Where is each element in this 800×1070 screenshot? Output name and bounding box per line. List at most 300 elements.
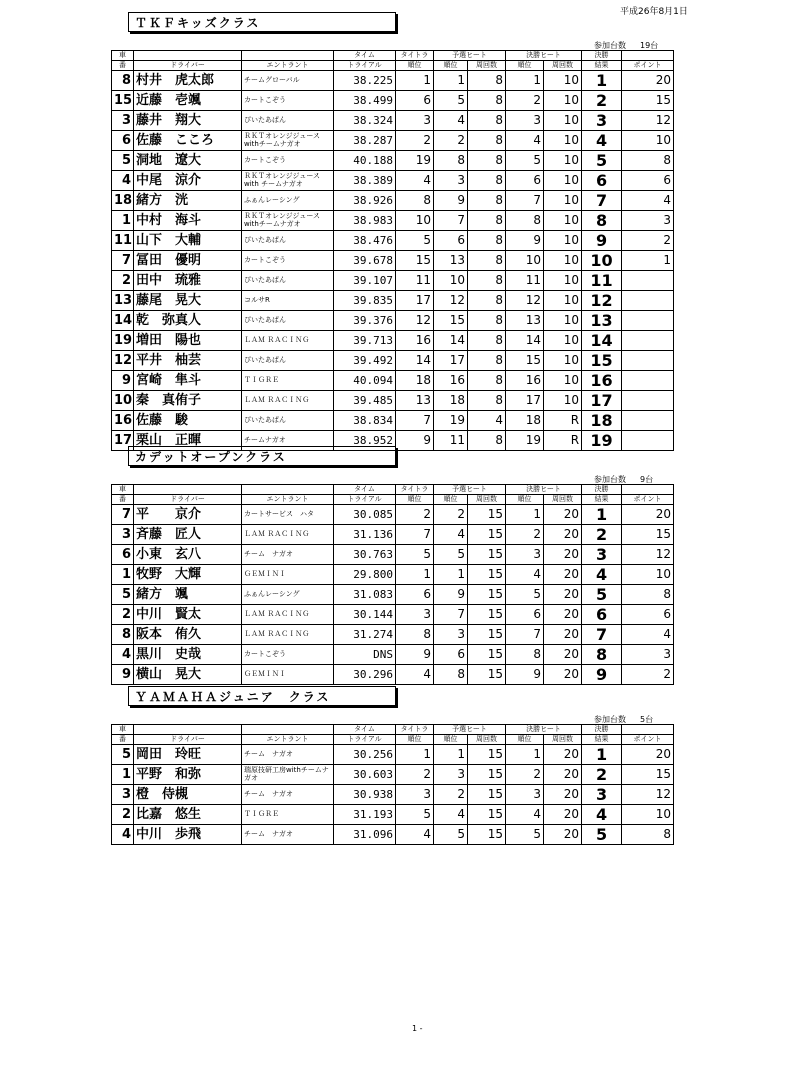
title-rank: 5 bbox=[396, 545, 434, 565]
points bbox=[622, 271, 674, 291]
entrant bbox=[242, 745, 334, 765]
time-trial: 38.983 bbox=[334, 211, 396, 231]
entrant bbox=[242, 371, 334, 391]
header-time-trial-2: トライアル bbox=[334, 61, 396, 71]
time-trial: 38.476 bbox=[334, 231, 396, 251]
car-number: 5 bbox=[112, 585, 134, 605]
header-title-rank: タイトラ bbox=[396, 485, 434, 495]
final-rank: 1 bbox=[506, 745, 544, 765]
final-rank: 5 bbox=[506, 151, 544, 171]
entrant-name: チーム ナガオ bbox=[244, 750, 293, 758]
driver-name: 村井 虎太郎 bbox=[134, 71, 242, 91]
header-prelim-laps: 周回数 bbox=[468, 495, 506, 505]
table-row bbox=[112, 171, 674, 191]
driver-name: 平 京介 bbox=[134, 505, 242, 525]
car-number: 9 bbox=[112, 665, 134, 685]
title-rank: 2 bbox=[396, 765, 434, 785]
entrant-name: ＬＡＭ ＲＡＣＩＮＧ bbox=[244, 630, 310, 638]
final-laps: 20 bbox=[544, 665, 582, 685]
table-row bbox=[112, 271, 674, 291]
time-trial: 38.952 bbox=[334, 431, 396, 451]
car-number: 12 bbox=[112, 351, 134, 371]
car-number: 8 bbox=[112, 625, 134, 645]
points: 8 bbox=[622, 151, 674, 171]
prelim-laps: 8 bbox=[468, 351, 506, 371]
prelim-rank: 18 bbox=[434, 391, 468, 411]
final-rank: 4 bbox=[506, 805, 544, 825]
time-trial: 30.938 bbox=[334, 785, 396, 805]
title-rank: 1 bbox=[396, 745, 434, 765]
points: 10 bbox=[622, 565, 674, 585]
participant-count-value: 9台 bbox=[640, 475, 654, 484]
table-row bbox=[112, 785, 674, 805]
title-rank: 5 bbox=[396, 231, 434, 251]
entrant-name: チーム ナガオ bbox=[244, 550, 293, 558]
entrant bbox=[242, 545, 334, 565]
prelim-laps: 8 bbox=[468, 191, 506, 211]
entrant-name: ふぁんレーシング bbox=[244, 196, 300, 204]
header-title-rank: タイトラ bbox=[396, 725, 434, 735]
results-table bbox=[111, 484, 674, 685]
title-rank: 7 bbox=[396, 525, 434, 545]
title-rank: 14 bbox=[396, 351, 434, 371]
prelim-laps: 8 bbox=[468, 311, 506, 331]
final-result: 4 bbox=[582, 565, 622, 585]
prelim-rank: 9 bbox=[434, 191, 468, 211]
driver-name: 栗山 正暉 bbox=[134, 431, 242, 451]
title-rank: 10 bbox=[396, 211, 434, 231]
final-rank: 12 bbox=[506, 291, 544, 311]
points: 10 bbox=[622, 805, 674, 825]
entrant bbox=[242, 191, 334, 211]
final-rank: 6 bbox=[506, 171, 544, 191]
car-number: 18 bbox=[112, 191, 134, 211]
car-number: 3 bbox=[112, 525, 134, 545]
driver-name: 冨田 優明 bbox=[134, 251, 242, 271]
final-result: 11 bbox=[582, 271, 622, 291]
final-rank: 8 bbox=[506, 211, 544, 231]
final-rank: 2 bbox=[506, 525, 544, 545]
header-prelim-rank: 順位 bbox=[434, 61, 468, 71]
driver-name: 斉藤 匠人 bbox=[134, 525, 242, 545]
time-trial: 39.492 bbox=[334, 351, 396, 371]
points bbox=[622, 311, 674, 331]
points: 20 bbox=[622, 745, 674, 765]
table-row bbox=[112, 91, 674, 111]
header-time-trial-2: トライアル bbox=[334, 495, 396, 505]
header-prelim-laps: 周回数 bbox=[468, 735, 506, 745]
entrant-name: ＬＡＭ ＲＡＣＩＮＧ bbox=[244, 530, 310, 538]
final-result: 8 bbox=[582, 211, 622, 231]
final-rank: 2 bbox=[506, 765, 544, 785]
car-number: 1 bbox=[112, 565, 134, 585]
title-rank: 1 bbox=[396, 71, 434, 91]
header-title-rank-2: 順位 bbox=[396, 61, 434, 71]
table-row bbox=[112, 665, 674, 685]
entrant-name: ＬＡＭ ＲＡＣＩＮＧ bbox=[244, 396, 310, 404]
prelim-rank: 7 bbox=[434, 605, 468, 625]
prelim-rank: 8 bbox=[434, 665, 468, 685]
table-row bbox=[112, 525, 674, 545]
header-points bbox=[622, 725, 674, 735]
entrant bbox=[242, 565, 334, 585]
time-trial: 39.107 bbox=[334, 271, 396, 291]
points: 6 bbox=[622, 171, 674, 191]
prelim-rank: 2 bbox=[434, 131, 468, 151]
car-number: 2 bbox=[112, 605, 134, 625]
final-rank: 3 bbox=[506, 111, 544, 131]
title-rank: 2 bbox=[396, 505, 434, 525]
final-rank: 15 bbox=[506, 351, 544, 371]
final-laps: 20 bbox=[544, 785, 582, 805]
time-trial: 39.485 bbox=[334, 391, 396, 411]
final-result: 7 bbox=[582, 191, 622, 211]
car-number: 19 bbox=[112, 331, 134, 351]
points bbox=[622, 371, 674, 391]
car-number: 4 bbox=[112, 825, 134, 845]
prelim-laps: 15 bbox=[468, 825, 506, 845]
entrant bbox=[242, 411, 334, 431]
final-laps: 10 bbox=[544, 171, 582, 191]
driver-name: 橙 侍槻 bbox=[134, 785, 242, 805]
time-trial: 38.389 bbox=[334, 171, 396, 191]
final-rank: 2 bbox=[506, 91, 544, 111]
final-result: 5 bbox=[582, 585, 622, 605]
entrant-name: チームナガオ bbox=[244, 436, 286, 444]
points: 1 bbox=[622, 251, 674, 271]
final-laps: 10 bbox=[544, 131, 582, 151]
title-rank: 16 bbox=[396, 331, 434, 351]
header-title-rank-2: 順位 bbox=[396, 735, 434, 745]
header-car-no-2: 番 bbox=[112, 61, 134, 71]
entrant-name: ぴいたあぱん bbox=[244, 276, 286, 284]
time-trial: 31.274 bbox=[334, 625, 396, 645]
header-final-laps: 周回数 bbox=[544, 495, 582, 505]
points: 20 bbox=[622, 71, 674, 91]
prelim-rank: 5 bbox=[434, 91, 468, 111]
header-final-result-2: 結果 bbox=[582, 735, 622, 745]
entrant-name: カートサービス ハタ bbox=[244, 510, 314, 518]
final-rank: 9 bbox=[506, 231, 544, 251]
prelim-rank: 4 bbox=[434, 111, 468, 131]
time-trial: 38.926 bbox=[334, 191, 396, 211]
prelim-rank: 4 bbox=[434, 525, 468, 545]
header-title-rank: タイトラ bbox=[396, 51, 434, 61]
time-trial: 30.603 bbox=[334, 765, 396, 785]
final-laps: 20 bbox=[544, 745, 582, 765]
results-table bbox=[111, 724, 674, 845]
final-rank: 17 bbox=[506, 391, 544, 411]
final-result: 12 bbox=[582, 291, 622, 311]
final-rank: 1 bbox=[506, 71, 544, 91]
prelim-laps: 8 bbox=[468, 251, 506, 271]
table-row bbox=[112, 71, 674, 91]
final-result: 4 bbox=[582, 131, 622, 151]
prelim-rank: 11 bbox=[434, 431, 468, 451]
prelim-laps: 8 bbox=[468, 431, 506, 451]
driver-name: 横山 晃大 bbox=[134, 665, 242, 685]
final-laps: 10 bbox=[544, 271, 582, 291]
prelim-laps: 8 bbox=[468, 291, 506, 311]
prelim-laps: 8 bbox=[468, 271, 506, 291]
final-result: 2 bbox=[582, 765, 622, 785]
final-laps: R bbox=[544, 431, 582, 451]
header-car-no-2: 番 bbox=[112, 735, 134, 745]
entrant bbox=[242, 171, 334, 191]
car-number: 15 bbox=[112, 91, 134, 111]
entrant-name: ＬＡＭ ＲＡＣＩＮＧ bbox=[244, 336, 310, 344]
entrant-name: ＬＡＭ ＲＡＣＩＮＧ bbox=[244, 610, 310, 618]
prelim-rank: 6 bbox=[434, 231, 468, 251]
time-trial: 31.136 bbox=[334, 525, 396, 545]
entrant-name: ＴＩＧＲＥ bbox=[244, 376, 279, 384]
final-laps: 10 bbox=[544, 291, 582, 311]
car-number: 7 bbox=[112, 251, 134, 271]
car-number: 8 bbox=[112, 71, 134, 91]
results-table bbox=[111, 50, 674, 451]
prelim-laps: 8 bbox=[468, 371, 506, 391]
final-result: 3 bbox=[582, 785, 622, 805]
time-trial: 31.083 bbox=[334, 585, 396, 605]
entrant bbox=[242, 311, 334, 331]
final-laps: 10 bbox=[544, 71, 582, 91]
time-trial: 30.256 bbox=[334, 745, 396, 765]
final-result: 1 bbox=[582, 505, 622, 525]
table-row bbox=[112, 605, 674, 625]
driver-name: 藤井 翔大 bbox=[134, 111, 242, 131]
entrant-name: ふぁんレーシング bbox=[244, 590, 300, 598]
prelim-laps: 15 bbox=[468, 585, 506, 605]
final-rank: 4 bbox=[506, 565, 544, 585]
final-laps: 10 bbox=[544, 311, 582, 331]
driver-name: 岡田 玲旺 bbox=[134, 745, 242, 765]
time-trial: 40.094 bbox=[334, 371, 396, 391]
prelim-rank: 12 bbox=[434, 291, 468, 311]
entrant bbox=[242, 231, 334, 251]
prelim-laps: 15 bbox=[468, 805, 506, 825]
header-driver bbox=[134, 485, 242, 495]
header-entrant-label: エントラント bbox=[242, 61, 334, 71]
points: 4 bbox=[622, 191, 674, 211]
time-trial: 38.834 bbox=[334, 411, 396, 431]
prelim-rank: 1 bbox=[434, 71, 468, 91]
driver-name: 平井 柚芸 bbox=[134, 351, 242, 371]
entrant-name: ぴいたあぱん bbox=[244, 116, 286, 124]
header-entrant bbox=[242, 485, 334, 495]
title-rank: 13 bbox=[396, 391, 434, 411]
time-trial: 30.296 bbox=[334, 665, 396, 685]
prelim-laps: 15 bbox=[468, 665, 506, 685]
table-row bbox=[112, 625, 674, 645]
car-number: 14 bbox=[112, 311, 134, 331]
car-number: 5 bbox=[112, 745, 134, 765]
prelim-rank: 4 bbox=[434, 805, 468, 825]
driver-name: 藤尾 晃大 bbox=[134, 291, 242, 311]
table-row bbox=[112, 745, 674, 765]
prelim-laps: 8 bbox=[468, 231, 506, 251]
time-trial: 30.144 bbox=[334, 605, 396, 625]
entrant bbox=[242, 625, 334, 645]
time-trial: 30.763 bbox=[334, 545, 396, 565]
final-rank: 5 bbox=[506, 825, 544, 845]
entrant bbox=[242, 131, 334, 151]
prelim-rank: 14 bbox=[434, 331, 468, 351]
points bbox=[622, 351, 674, 371]
points: 6 bbox=[622, 605, 674, 625]
prelim-rank: 15 bbox=[434, 311, 468, 331]
points: 15 bbox=[622, 91, 674, 111]
car-number: 3 bbox=[112, 111, 134, 131]
final-result: 7 bbox=[582, 625, 622, 645]
final-laps: 20 bbox=[544, 805, 582, 825]
document-date: 平成26年8月1日 bbox=[620, 7, 688, 17]
header-final-heat: 決勝ヒート bbox=[506, 725, 582, 735]
prelim-rank: 8 bbox=[434, 151, 468, 171]
prelim-laps: 15 bbox=[468, 545, 506, 565]
driver-name: 近藤 壱颯 bbox=[134, 91, 242, 111]
prelim-rank: 7 bbox=[434, 211, 468, 231]
final-rank: 5 bbox=[506, 585, 544, 605]
header-points-label: ポイント bbox=[622, 495, 674, 505]
driver-name: 牧野 大輝 bbox=[134, 565, 242, 585]
header-prelim-laps: 周回数 bbox=[468, 61, 506, 71]
prelim-laps: 8 bbox=[468, 131, 506, 151]
prelim-laps: 15 bbox=[468, 565, 506, 585]
time-trial: DNS bbox=[334, 645, 396, 665]
points: 12 bbox=[622, 785, 674, 805]
table-row bbox=[112, 311, 674, 331]
header-points-label: ポイント bbox=[622, 735, 674, 745]
final-laps: 10 bbox=[544, 151, 582, 171]
points: 8 bbox=[622, 585, 674, 605]
table-row bbox=[112, 505, 674, 525]
final-result: 3 bbox=[582, 545, 622, 565]
table-row bbox=[112, 825, 674, 845]
entrant-name: ＲＫＴオレンジジュース with チームナガオ bbox=[244, 172, 320, 188]
table-row bbox=[112, 291, 674, 311]
prelim-rank: 19 bbox=[434, 411, 468, 431]
header-driver-label: ドライバー bbox=[134, 61, 242, 71]
final-rank: 19 bbox=[506, 431, 544, 451]
prelim-rank: 16 bbox=[434, 371, 468, 391]
entrant-name: チーム ナガオ bbox=[244, 830, 293, 838]
header-car-no: 車 bbox=[112, 725, 134, 735]
table-row bbox=[112, 331, 674, 351]
title-rank: 4 bbox=[396, 171, 434, 191]
time-trial: 30.085 bbox=[334, 505, 396, 525]
final-result: 4 bbox=[582, 805, 622, 825]
prelim-rank: 10 bbox=[434, 271, 468, 291]
table-row bbox=[112, 371, 674, 391]
driver-name: 中村 海斗 bbox=[134, 211, 242, 231]
final-result: 6 bbox=[582, 171, 622, 191]
header-final-result: 決勝 bbox=[582, 725, 622, 735]
entrant-name: ＧＥＭＩＮＩ bbox=[244, 570, 286, 578]
final-rank: 3 bbox=[506, 785, 544, 805]
car-number: 1 bbox=[112, 765, 134, 785]
car-number: 17 bbox=[112, 431, 134, 451]
table-row bbox=[112, 111, 674, 131]
entrant bbox=[242, 271, 334, 291]
driver-name: 田中 琉雅 bbox=[134, 271, 242, 291]
driver-name: 増田 陽也 bbox=[134, 331, 242, 351]
driver-name: 小東 玄八 bbox=[134, 545, 242, 565]
header-final-laps: 周回数 bbox=[544, 735, 582, 745]
final-laps: 10 bbox=[544, 391, 582, 411]
entrant-name: ぴいたあぱん bbox=[244, 356, 286, 364]
final-rank: 3 bbox=[506, 545, 544, 565]
points bbox=[622, 331, 674, 351]
header-title-rank-2: 順位 bbox=[396, 495, 434, 505]
points: 15 bbox=[622, 765, 674, 785]
prelim-laps: 8 bbox=[468, 91, 506, 111]
entrant bbox=[242, 351, 334, 371]
driver-name: 阪本 侑久 bbox=[134, 625, 242, 645]
table-row bbox=[112, 351, 674, 371]
prelim-rank: 1 bbox=[434, 565, 468, 585]
points: 12 bbox=[622, 545, 674, 565]
final-result: 5 bbox=[582, 825, 622, 845]
points: 15 bbox=[622, 525, 674, 545]
title-rank: 3 bbox=[396, 111, 434, 131]
car-number: 4 bbox=[112, 645, 134, 665]
prelim-laps: 8 bbox=[468, 111, 506, 131]
car-number: 3 bbox=[112, 785, 134, 805]
entrant bbox=[242, 585, 334, 605]
final-laps: 10 bbox=[544, 191, 582, 211]
car-number: 10 bbox=[112, 391, 134, 411]
header-final-result: 決勝 bbox=[582, 485, 622, 495]
entrant-name: ぴいたあぱん bbox=[244, 316, 286, 324]
title-rank: 5 bbox=[396, 805, 434, 825]
final-laps: 20 bbox=[544, 765, 582, 785]
entrant-name: ぴいたあぱん bbox=[244, 236, 286, 244]
final-laps: 20 bbox=[544, 645, 582, 665]
time-trial: 39.713 bbox=[334, 331, 396, 351]
header-final-result-2: 結果 bbox=[582, 495, 622, 505]
title-rank: 9 bbox=[396, 431, 434, 451]
entrant bbox=[242, 211, 334, 231]
final-laps: 20 bbox=[544, 585, 582, 605]
driver-name: 佐藤 駿 bbox=[134, 411, 242, 431]
prelim-laps: 8 bbox=[468, 151, 506, 171]
driver-name: 佐藤 こころ bbox=[134, 131, 242, 151]
header-prelim-rank: 順位 bbox=[434, 495, 468, 505]
prelim-laps: 15 bbox=[468, 625, 506, 645]
driver-name: 黒川 史哉 bbox=[134, 645, 242, 665]
table-row bbox=[112, 131, 674, 151]
prelim-rank: 13 bbox=[434, 251, 468, 271]
table-row bbox=[112, 545, 674, 565]
title-rank: 3 bbox=[396, 785, 434, 805]
time-trial: 38.287 bbox=[334, 131, 396, 151]
final-result: 15 bbox=[582, 351, 622, 371]
final-laps: 20 bbox=[544, 605, 582, 625]
points bbox=[622, 291, 674, 311]
driver-name: 緒方 颯 bbox=[134, 585, 242, 605]
prelim-rank: 2 bbox=[434, 505, 468, 525]
entrant bbox=[242, 291, 334, 311]
participant-count-label: 参加台数 bbox=[594, 41, 626, 50]
entrant bbox=[242, 665, 334, 685]
header-final-heat: 決勝ヒート bbox=[506, 51, 582, 61]
time-trial: 38.499 bbox=[334, 91, 396, 111]
final-laps: 10 bbox=[544, 231, 582, 251]
final-laps: 20 bbox=[544, 565, 582, 585]
entrant bbox=[242, 605, 334, 625]
final-rank: 13 bbox=[506, 311, 544, 331]
entrant-name: ＲＫＴオレンジジュース withチームナガオ bbox=[244, 132, 320, 148]
